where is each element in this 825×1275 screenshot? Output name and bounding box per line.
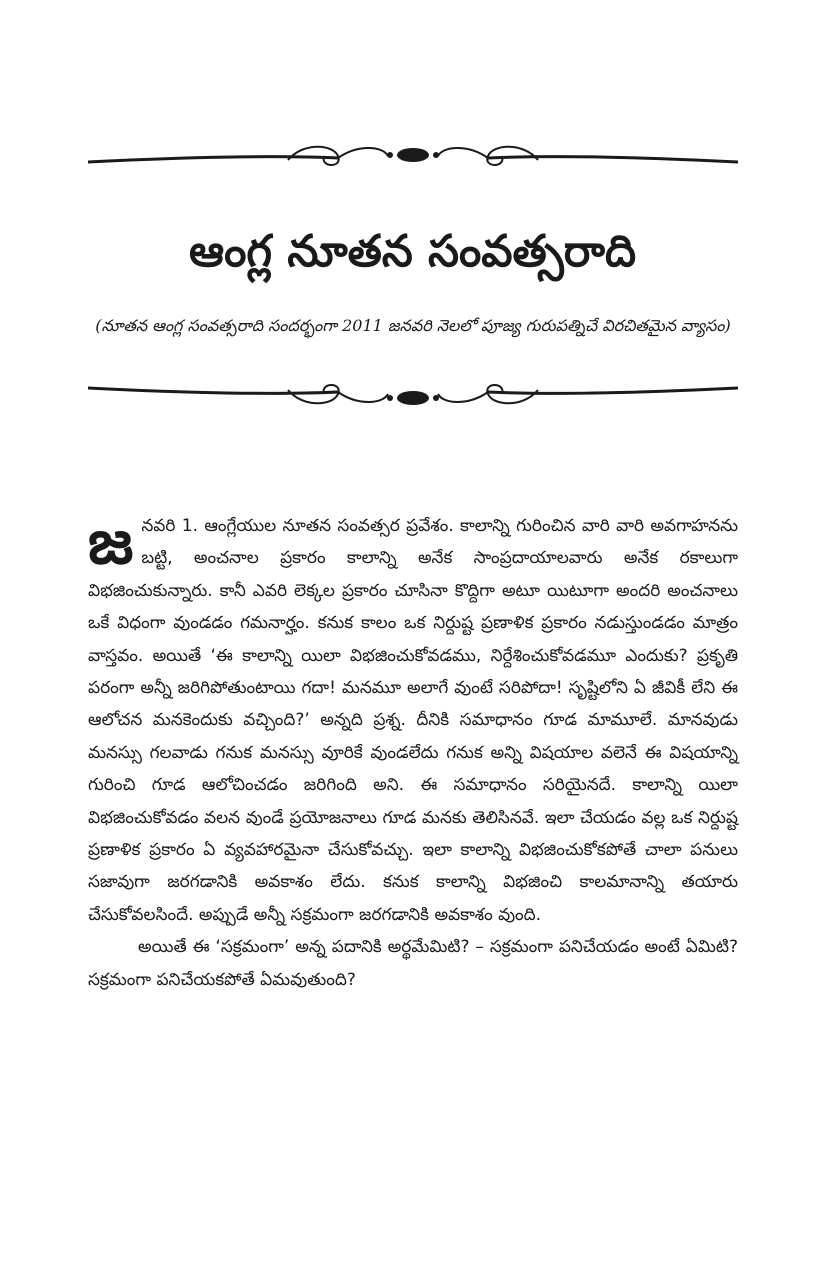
article-subtitle: (నూతన ఆంగ్ల సంవత్సరాది సందర్భంగా 2011 జనవరి నెలలో పూజ్య గురుపత్నిచే విరచితమైన వ్యాసం) <box>95 316 731 335</box>
paragraph-1 <box>88 505 738 931</box>
paragraph-1-text: నవరి 1. ఆంగ్లేయుల నూతన సంవత్సర ప్రవేశం. కాలాన్ని గురించిన వారి వారి అవగాహనను బట్టి, అంచనాల ప్రకారం కాలాన్ని అనేక సాంప్రదాయాలవారు అనేక రకాలుగా విభజించుకున్నారు. కానీ ఎవరి లెక్కల ప్రకారం చూసినా కొద్దిగా అటూ యిటూగా అందరి అంచనాలు ఒకే విధంగా వుండడం గమనార్హం. కనుక కాలం ఒక నిర్దుష్ట ప్రణాళిక ప్రకారం నడుస్తుండడం మాత్రం వాస్తవం. అయితే ‘ఈ కాలాన్ని యిలా విభజించుకోవడము, నిర్దేశించుకోవడమూ ఎందుకు? ప్రకృతి పరంగా అన్నీ జరిగిపోతుంటాయి గదా! మనమూ అలాగే వుంటే సరిపోదా! సృష్టిలోని ఏ జీవికీ లేని ఈ ఆలోచన మనకెందుకు వచ్చింది?’ అన్నది ప్రశ్న. దీనికి సమాధానం గూడ మామూలే. మానవుడు మనస్సు గలవాడు గనుక మనస్సు వూరికే వుండలేదు గనుక అన్ని విషయాల వలెనే ఈ విషయాన్ని గురించి గూడ ఆలోచించడం జరిగింది అని. ఈ సమాధానం సరియైనదే. కాలాన్ని యిలా విభజించుకోవడం వలన వుండే ప్రయోజనాలు గూడ మనకు తెలిసినవే. ఇలా చేయడం వల్ల ఒక నిర్దుష్ట ప్రణాళిక ప్రకారం ఏ వ్యవహారమైనా చేసుకోవచ్చు. ఇలా కాలాన్ని విభజించుకోకపోతే చాలా పనులు సజావుగా జరగడానికి అవకాశం లేదు. కనుక కాలాన్ని విభజించి కాలమానాన్ని తయారు చేసుకోవలసిందే. అప్పుడే అన్నీ సక్రమంగా జరగడానికి అవకాశం వుంది. <box>88 516 738 925</box>
article-title: ఆంగ్ల నూతన సంవత్సరాది <box>188 226 637 277</box>
drop-cap: జ <box>88 505 134 578</box>
paragraph-2: అయితే ఈ ‘సక్రమంగా’ అన్న పదానికి అర్థమేమిటి? – సక్రమంగా పనిచేయడం అంటే ఏమిటి? సక్రమంగా పనిచేయకపోతే ఏమవుతుంది? <box>88 937 738 990</box>
bottom-ornament-divider <box>88 376 738 416</box>
article-body <box>88 505 738 996</box>
top-ornament-divider <box>88 138 738 178</box>
